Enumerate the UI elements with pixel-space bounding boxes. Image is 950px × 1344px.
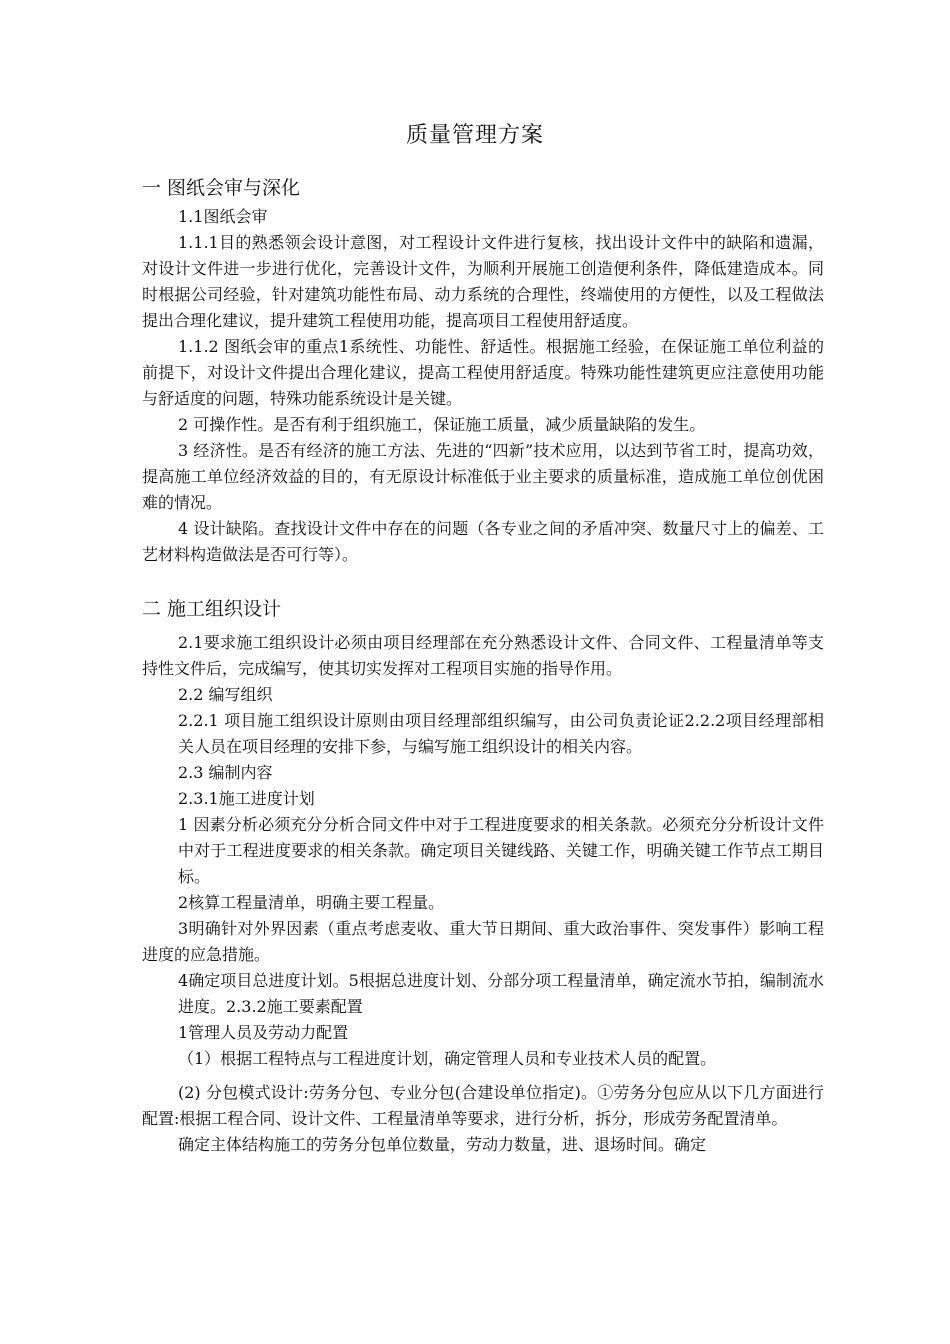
paragraph: 确定主体结构施工的劳务分包单位数量，劳动力数量，进、退场时间。确定: [178, 1135, 707, 1154]
paragraph: 1 因素分析必须充分分析合同文件中对于工程进度要求的相关条款。必须充分分析设计文件中对于工程进度要求的相关条款。确定项目关键线路、关键工作，明确关键工作节点工期目标。: [178, 815, 824, 886]
paragraph-spacer: [142, 1072, 824, 1080]
paragraph: 1.1.2 图纸会审的重点1系统性、功能性、舒适性。根据施工经验，在保证施工单位利益的前提下，对设计文件提出合理化建议，提高工程使用舒适度。特殊功能性建筑更应注意使用功能与舒适度的问题，特殊功能系统设计是关键。: [142, 337, 824, 408]
paragraph: 1.1.1目的熟悉领会设计意图，对工程设计文件进行复核，找出设计文件中的缺陷和遗漏，对设计文件进一步进行优化，完善设计文件，为顺利开展施工创造便利条件，降低建造成本。同时根据公司经验，针对建筑功能性布局、动力系统的合理性，终端使用的方便性，以及工程做法提出合理化建议，提升建筑工程使用功能，提高项目工程使用舒适度。: [142, 233, 824, 330]
paragraph: 1管理人员及劳动力配置: [178, 1023, 349, 1042]
section-2-body: [142, 630, 824, 1158]
paragraph: 2 可操作性。是否有利于组织施工，保证施工质量，减少质量缺陷的发生。: [178, 415, 706, 434]
paragraph: 1.1图纸会审: [178, 207, 268, 226]
section-1-body: [142, 204, 824, 568]
paragraph: 3明确针对外界因素（重点考虑麦收、重大节日期间、重大政治事件、突发事件）影响工程进度的应急措施。: [142, 919, 824, 964]
paragraph: 4 设计缺陷。查找设计文件中存在的问题（各专业之间的矛盾冲突、数量尺寸上的偏差、工艺材料构造做法是否可行等）。: [142, 519, 824, 564]
paragraph: 2.3.1施工进度计划: [178, 789, 315, 808]
paragraph: 2.3 编制内容: [178, 763, 273, 782]
paragraph: （1）根据工程特点与工程进度计划，确定管理人员和专业技术人员的配置。: [178, 1049, 717, 1068]
paragraph: 3 经济性。是否有经济的施工方法、先进的“四新”技术应用，以达到节省工时，提高功效，提高施工单位经济效益的目的，有无原设计标准低于业主要求的质量标准，造成施工单位创优困难的情况。: [142, 441, 824, 512]
paragraph: 2.2 编写组织: [178, 685, 273, 704]
section-heading-2: 二 施工组织设计: [142, 598, 282, 620]
document-title: 质量管理方案: [405, 123, 544, 148]
paragraph: 4确定项目总进度计划。5根据总进度计划、分部分项工程量清单，确定流水节拍，编制流水进度。2.3.2施工要素配置: [178, 971, 824, 1016]
paragraph: (2) 分包模式设计:劳务分包、专业分包(合建设单位指定)。①劳务分包应从以下几方面进行配置:根据工程合同、设计文件、工程量清单等要求，进行分析，拆分，形成劳务配置清单。: [142, 1083, 824, 1128]
paragraph: 2核算工程量清单，明确主要工程量。: [178, 893, 445, 912]
paragraph: 2.1要求施工组织设计必须由项目经理部在充分熟悉设计文件、合同文件、工程量清单等支持性文件后，完成编写，使其切实发挥对工程项目实施的指导作用。: [142, 633, 824, 678]
section-heading-1: 一 图纸会审与深化: [142, 177, 301, 199]
paragraph: 2.2.1 项目施工组织设计原则由项目经理部组织编写，由公司负责论证2.2.2项目经理部相关人员在项目经理的安排下参，与编写施工组织设计的相关内容。: [178, 711, 824, 756]
